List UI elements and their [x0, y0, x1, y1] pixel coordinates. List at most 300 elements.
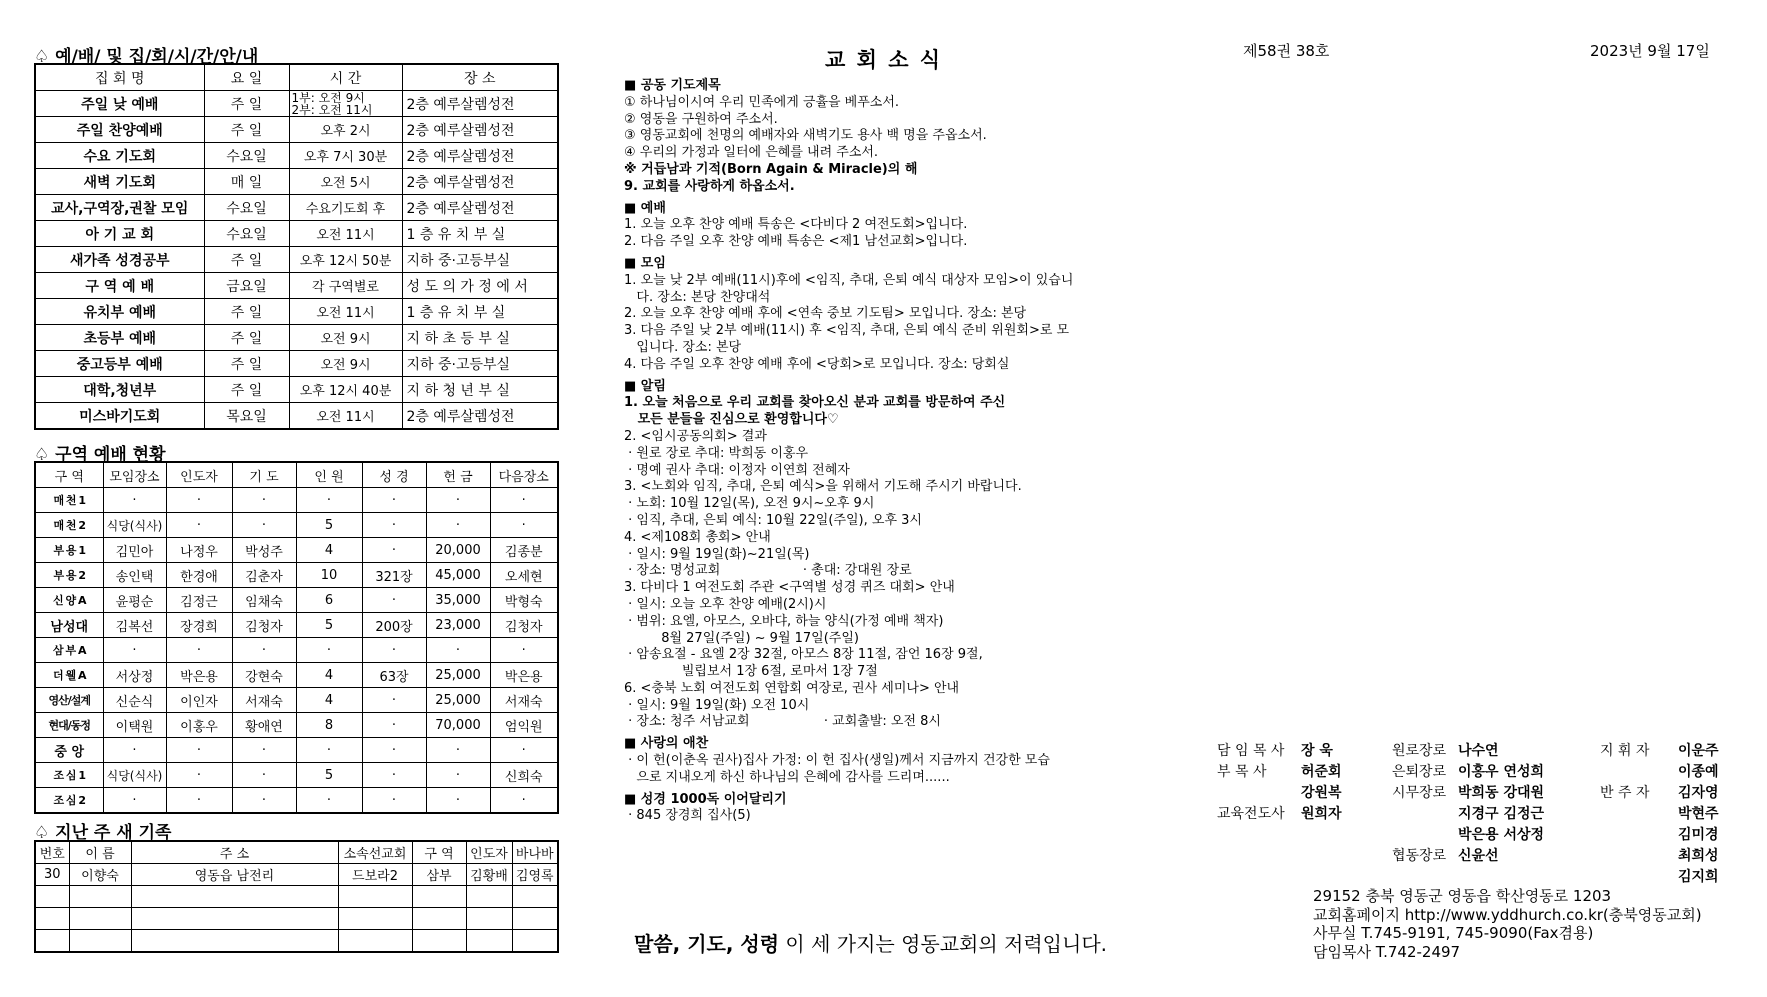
- schedule-time-line: 각 구역별로: [312, 280, 379, 295]
- news-line: 2. <임시공동의회> 결과: [624, 428, 767, 444]
- district-cell: ·: [362, 588, 426, 613]
- staff-row: [1600, 739, 1728, 760]
- district-row: [35, 788, 558, 814]
- district-row: [35, 688, 558, 713]
- news-line: 1. 오늘 오후 찬양 예배 특송은 <다비다 2 여전도회>입니다.: [624, 217, 968, 233]
- district-cell: 오세현: [490, 563, 558, 588]
- schedule-row: [35, 221, 558, 247]
- schedule-day: 수요일: [204, 143, 289, 169]
- love-feast-list: [624, 753, 1073, 787]
- schedule-time-line: 오후 12시 50분: [299, 254, 392, 269]
- district-cell: ·: [166, 738, 232, 763]
- district-cell: 8: [296, 713, 362, 738]
- newcomer-cell: [512, 930, 558, 953]
- district-cell: ·: [362, 513, 426, 538]
- district-cell: 서재숙: [232, 688, 296, 713]
- district-cell: ·: [426, 488, 490, 513]
- schedule-time-line: 오후 12시 40분: [299, 384, 392, 399]
- staff-role: 담 임 목 사: [1217, 742, 1285, 759]
- district-header-cell: 다음장소: [490, 462, 558, 488]
- bible-relay-heading: ■ 성경 1000독 이어달리기: [624, 791, 787, 807]
- contact-block: [1313, 887, 1702, 961]
- newcomer-cell: 드보라2: [338, 864, 412, 886]
- district-cell: 영산/설계: [35, 688, 103, 713]
- newcomer-header-cell: 소속선교회: [338, 841, 412, 864]
- news-line: 1. 오늘 낮 2부 예배(11시)후에 <임직, 추대, 은퇴 예식 대상자 모임>이 있습니: [624, 272, 1074, 288]
- district-cell: 4: [296, 663, 362, 688]
- district-cell: 강현숙: [232, 663, 296, 688]
- district-cell: 25,000: [426, 688, 490, 713]
- district-cell: ·: [490, 738, 558, 763]
- news-line: 빌립보서 1장 6절, 로마서 1장 7절: [624, 664, 878, 680]
- district-header-cell: 구 역: [35, 462, 103, 488]
- district-row: [35, 638, 558, 663]
- district-cell: 부 용 2: [35, 563, 103, 588]
- staff-role: 원로장로: [1392, 742, 1447, 759]
- love-feast-heading: ■ 사랑의 애찬: [624, 736, 709, 752]
- staff-name: 김지희: [1678, 868, 1719, 885]
- news-line: 다. 장소: 본당 찬양대석: [624, 289, 771, 305]
- district-cell: 황애연: [232, 713, 296, 738]
- district-cell: 이인자: [166, 688, 232, 713]
- district-cell: 식당(식사): [103, 513, 166, 538]
- district-cell: 임채숙: [232, 588, 296, 613]
- schedule-name: 중고등부 예배: [35, 351, 204, 377]
- schedule-name: 유치부 예배: [35, 299, 204, 325]
- district-cell: ·: [426, 763, 490, 788]
- district-cell: 장경희: [166, 613, 232, 638]
- news-line: · 임직, 추대, 은퇴 예식: 10월 22일(주일), 오후 3시: [624, 512, 922, 528]
- district-cell: ·: [232, 638, 296, 663]
- district-row: [35, 613, 558, 638]
- district-cell: ·: [296, 638, 362, 663]
- district-row: [35, 513, 558, 538]
- schedule-name: 새가족 성경공부: [35, 247, 204, 273]
- district-row: [35, 538, 558, 563]
- district-cell: 5: [296, 613, 362, 638]
- schedule-time-line: 수요기도회 후: [305, 202, 386, 217]
- newcomer-header-cell: 인도자: [466, 841, 512, 864]
- district-cell: 70,000: [426, 713, 490, 738]
- district-cell: ·: [362, 538, 426, 563]
- schedule-place: 2층 예루살렘성전: [402, 91, 558, 117]
- news-line: 4. 다음 주일 오후 찬양 예배 후에 <당회>로 모입니다. 장소: 당회실: [624, 356, 1010, 372]
- staff-row: [1600, 802, 1728, 823]
- staff-role: 부 목 사: [1217, 763, 1267, 780]
- district-cell: 4: [296, 688, 362, 713]
- newcomer-cell: [35, 886, 69, 908]
- news-line: ① 하나님이시여 우리 민족에게 긍휼을 베푸소서.: [624, 94, 900, 110]
- district-cell: ·: [296, 738, 362, 763]
- district-row: [35, 713, 558, 738]
- newcomer-header-cell: 구 역: [412, 841, 466, 864]
- schedule-name: 아 기 교 회: [35, 221, 204, 247]
- district-cell: 중 앙: [35, 738, 103, 763]
- district-cell: 45,000: [426, 563, 490, 588]
- schedule-row: [35, 247, 558, 273]
- schedule-time: [289, 325, 402, 351]
- district-cell: ·: [490, 788, 558, 814]
- district-cell: ·: [426, 788, 490, 814]
- staff-row: [1600, 865, 1728, 886]
- schedule-name: 대학,청년부: [35, 377, 204, 403]
- newcomer-cell: 30: [35, 864, 69, 886]
- district-cell: 박형숙: [490, 588, 558, 613]
- staff-name: 박희동 강대원: [1458, 784, 1545, 801]
- volume-number: 제58권 38호: [1243, 42, 1330, 60]
- schedule-time: [289, 117, 402, 143]
- schedule-header-cell: 장 소: [402, 64, 558, 91]
- news-line: 으로 지내오게 하신 하나님의 은혜에 감사를 드리며......: [624, 769, 950, 785]
- district-cell: ·: [490, 513, 558, 538]
- schedule-day: 목요일: [204, 403, 289, 430]
- district-cell: 박은용: [166, 663, 232, 688]
- schedule-row: [35, 169, 558, 195]
- district-header-cell: 성 경: [362, 462, 426, 488]
- news-line: · 장소: 청주 서남교회 · 교회출발: 오전 8시: [624, 714, 941, 730]
- newcomer-cell: [512, 908, 558, 930]
- schedule-name: 구 역 예 배: [35, 273, 204, 299]
- staff-role: 지 휘 자: [1600, 742, 1650, 759]
- district-cell: 한경애: [166, 563, 232, 588]
- news-line: · 노회: 10월 12일(목), 오전 9시~오후 9시: [624, 496, 875, 512]
- district-cell: ·: [232, 763, 296, 788]
- district-cell: ·: [362, 788, 426, 814]
- news-line: · 장소: 명성교회 · 총대: 강대원 장로: [624, 563, 912, 579]
- district-cell: 박성주: [232, 538, 296, 563]
- schedule-time-line: 오후 2시: [320, 124, 371, 139]
- district-cell: ·: [426, 638, 490, 663]
- schedule-time-line: 2부: 오전 11시: [291, 102, 373, 117]
- district-cell: ·: [166, 488, 232, 513]
- staff-name: 김자영: [1678, 784, 1719, 801]
- staff-name: 박은용 서상정: [1458, 826, 1545, 843]
- schedule-place: 2층 예루살렘성전: [402, 195, 558, 221]
- district-cell: 20,000: [426, 538, 490, 563]
- schedule-header-row: [35, 64, 558, 91]
- news-line: · 암송요절 - 요엘 2장 32절, 아모스 8장 11절, 잠언 16장 9절,: [624, 647, 983, 663]
- staff-col-elders: [1392, 739, 1570, 865]
- district-cell: 김청자: [490, 613, 558, 638]
- district-cell: 35,000: [426, 588, 490, 613]
- district-cell: ·: [490, 488, 558, 513]
- staff-name: 강원복: [1301, 784, 1342, 801]
- district-cell: 송인택: [103, 563, 166, 588]
- news-line: ② 영동을 구원하여 주소서.: [624, 111, 778, 127]
- district-cell: 신희숙: [490, 763, 558, 788]
- district-cell: 서상정: [103, 663, 166, 688]
- prayer-list: [624, 95, 1073, 162]
- church-address: 29152 충북 영동군 영동읍 학산영동로 1203: [1313, 887, 1612, 905]
- district-cell: ·: [103, 638, 166, 663]
- district-cell: ·: [490, 638, 558, 663]
- prayer-heading: ■ 공동 기도제목: [624, 78, 721, 93]
- newcomer-cell: 삼부: [412, 864, 466, 886]
- district-cell: ·: [103, 788, 166, 814]
- newcomer-cell: 김영록: [512, 864, 558, 886]
- staff-role: 시무장로: [1392, 784, 1447, 801]
- schedule-row: [35, 325, 558, 351]
- district-cell: 10: [296, 563, 362, 588]
- staff-role: [1600, 802, 1678, 823]
- district-cell: 신 양 A: [35, 588, 103, 613]
- church-motto: [634, 928, 1107, 957]
- district-cell: 엄익원: [490, 713, 558, 738]
- district-cell: 식당(식사): [103, 763, 166, 788]
- staff-name: 신윤선: [1458, 847, 1499, 864]
- schedule-day: 주 일: [204, 325, 289, 351]
- district-cell: 조 심 1: [35, 763, 103, 788]
- schedule-day: 금요일: [204, 273, 289, 299]
- news-line: · 명예 권사 추대: 이정자 이연희 전혜자: [624, 462, 850, 478]
- district-cell: 5: [296, 763, 362, 788]
- district-cell: 200장: [362, 613, 426, 638]
- news-line: · 845 장경희 집사(5): [624, 808, 751, 824]
- newcomer-cell: 영동읍 남전리: [131, 864, 338, 886]
- news-column: [624, 78, 1073, 825]
- schedule-day: 주 일: [204, 247, 289, 273]
- staff-name: 장 욱: [1301, 742, 1333, 759]
- newcomer-cell: [466, 930, 512, 953]
- news-line: 8월 27일(주일) ~ 9월 17일(주일): [624, 630, 859, 646]
- district-cell: 매 천 1: [35, 488, 103, 513]
- notice-heading: ■ 알림: [624, 378, 666, 394]
- district-cell: ·: [362, 763, 426, 788]
- district-cell: ·: [166, 638, 232, 663]
- schedule-table: [34, 63, 559, 430]
- district-cell: ·: [232, 738, 296, 763]
- schedule-day: 주 일: [204, 117, 289, 143]
- schedule-name: 교사,구역장,권찰 모임: [35, 195, 204, 221]
- schedule-time-line: 오후 7시 30분: [303, 150, 388, 165]
- schedule-time: [289, 377, 402, 403]
- newcomer-cell: [69, 908, 131, 930]
- staff-role: [1392, 802, 1458, 823]
- schedule-time: [289, 247, 402, 273]
- issue-date: 2023년 9월 17일: [1590, 42, 1710, 60]
- newcomer-cell: [35, 930, 69, 953]
- schedule-name: 새벽 기도회: [35, 169, 204, 195]
- district-cell: 4: [296, 538, 362, 563]
- schedule-time-line: 1부: 오전 9시: [291, 90, 365, 105]
- district-cell: 서재숙: [490, 688, 558, 713]
- newcomer-cell: 김황배: [466, 864, 512, 886]
- schedule-time-line: 오전 11시: [316, 410, 375, 425]
- page-title: 교 회 소 식: [825, 48, 943, 72]
- news-line: · 일시: 9월 19일(화)~21일(목): [624, 546, 810, 562]
- newcomer-cell: [512, 886, 558, 908]
- schedule-place: 지 하 청 년 부 실: [402, 377, 558, 403]
- news-line: 3. <노회와 임직, 추대, 은퇴 예식>을 위해서 기도해 주시기 바랍니다.: [624, 479, 1022, 495]
- district-cell: ·: [362, 738, 426, 763]
- newcomer-cell: [35, 908, 69, 930]
- district-cell: 삼 부 A: [35, 638, 103, 663]
- prayer-theme: [624, 162, 1073, 196]
- district-cell: 부 용 1: [35, 538, 103, 563]
- newcomer-cell: [338, 908, 412, 930]
- schedule-row: [35, 91, 558, 117]
- schedule-time: [289, 169, 402, 195]
- schedule-place: 2층 예루살렘성전: [402, 169, 558, 195]
- newcomer-header-cell: 이 름: [69, 841, 131, 864]
- schedule-place: 지 하 초 등 부 실: [402, 325, 558, 351]
- district-cell: ·: [103, 738, 166, 763]
- staff-name: 나수연: [1458, 742, 1499, 759]
- district-cell: 이택원: [103, 713, 166, 738]
- newcomer-cell: [338, 886, 412, 908]
- schedule-day: 주 일: [204, 299, 289, 325]
- district-cell: 6: [296, 588, 362, 613]
- schedule-row: [35, 195, 558, 221]
- district-cell: 김정근: [166, 588, 232, 613]
- staff-role: [1600, 865, 1678, 886]
- newcomer-header-cell: 주 소: [131, 841, 338, 864]
- newcomer-cell: [412, 908, 466, 930]
- staff-role: [1600, 823, 1678, 844]
- schedule-time: [289, 91, 402, 117]
- worship-list: [624, 217, 1073, 251]
- newcomer-header-row: [35, 841, 558, 864]
- schedule-time-line: 오전 11시: [316, 228, 375, 243]
- district-cell: ·: [166, 788, 232, 814]
- schedule-name: 수요 기도회: [35, 143, 204, 169]
- schedule-header-cell: 시 간: [289, 64, 402, 91]
- schedule-time: [289, 403, 402, 430]
- staff-row: [1217, 739, 1357, 760]
- staff-col-pastors: [1217, 739, 1357, 823]
- district-cell: 신순식: [103, 688, 166, 713]
- district-cell: 김민아: [103, 538, 166, 563]
- staff-role: [1600, 760, 1678, 781]
- staff-role: 협동장로: [1392, 847, 1447, 864]
- district-cell: 23,000: [426, 613, 490, 638]
- staff-row: [1392, 844, 1570, 865]
- news-line: 6. <충북 노회 여전도회 연합회 여장로, 권사 세미나> 안내: [624, 680, 960, 696]
- newcomer-cell: [131, 930, 338, 953]
- district-cell: 김청자: [232, 613, 296, 638]
- district-header-row: [35, 462, 558, 488]
- news-line: 3. 다음 주일 낮 2부 예배(11시) 후 <임직, 추대, 은퇴 예식 준비 위원회>로 모: [624, 323, 1070, 339]
- bible-relay-list: [624, 808, 1073, 825]
- news-line: 1. 오늘 처음으로 우리 교회를 찾아오신 분과 교회를 방문하여 주신: [624, 395, 1006, 411]
- district-cell: 김복선: [103, 613, 166, 638]
- schedule-row: [35, 143, 558, 169]
- staff-row: [1600, 844, 1728, 865]
- staff-row: [1392, 760, 1570, 781]
- motto-rest: 이 세 가지는 영동교회의 저력입니다.: [779, 932, 1107, 956]
- newcomer-table: [34, 840, 559, 953]
- district-cell: ·: [362, 488, 426, 513]
- district-header-cell: 모임장소: [103, 462, 166, 488]
- schedule-time-line: 오전 9시: [320, 358, 371, 373]
- worship-heading: ■ 예배: [624, 200, 666, 216]
- district-cell: ·: [166, 763, 232, 788]
- schedule-time: [289, 351, 402, 377]
- staff-row: [1392, 802, 1570, 823]
- staff-name: 원희자: [1301, 805, 1342, 822]
- district-header-cell: 인 원: [296, 462, 362, 488]
- district-cell: 김춘자: [232, 563, 296, 588]
- schedule-name: 주일 낮 예배: [35, 91, 204, 117]
- district-cell: 매 천 2: [35, 513, 103, 538]
- news-line: ③ 영동교회에 천명의 예배자와 새벽기도 용사 백 명을 주옵소서.: [624, 128, 987, 144]
- news-line: 3. 다비다 1 여전도회 주관 <구역별 성경 퀴즈 대회> 안내: [624, 580, 955, 596]
- newcomer-row: [35, 864, 558, 886]
- staff-row: [1217, 760, 1357, 781]
- newcomer-cell: [69, 930, 131, 953]
- staff-name: 김미경: [1678, 826, 1719, 843]
- district-row: [35, 563, 558, 588]
- district-cell: ·: [426, 738, 490, 763]
- district-cell: 남성대: [35, 613, 103, 638]
- news-line: 입니다. 장소: 본당: [624, 339, 742, 355]
- district-cell: 윤평순: [103, 588, 166, 613]
- schedule-row: [35, 299, 558, 325]
- newcomer-row: [35, 886, 558, 908]
- staff-row: [1217, 781, 1357, 802]
- news-line: · 원로 장로 추대: 박희동 이홍우: [624, 445, 809, 461]
- newcomer-cell: 이향숙: [69, 864, 131, 886]
- schedule-name: 미스바기도회: [35, 403, 204, 430]
- district-cell: 이홍우: [166, 713, 232, 738]
- staff-row: [1392, 823, 1570, 844]
- district-row: [35, 588, 558, 613]
- welcome-message: [624, 395, 1073, 429]
- meeting-heading: ■ 모임: [624, 255, 666, 271]
- staff-role: [1392, 823, 1458, 844]
- staff-role: [1217, 781, 1301, 802]
- district-cell: ·: [232, 488, 296, 513]
- staff-role: 교육전도사: [1217, 805, 1285, 822]
- newcomer-cell: [412, 886, 466, 908]
- schedule-place: 2층 예루살렘성전: [402, 143, 558, 169]
- staff-row: [1600, 760, 1728, 781]
- schedule-place: 지하 중·고등부실: [402, 351, 558, 377]
- notice-list: [624, 429, 1073, 731]
- schedule-name: 주일 찬양예배: [35, 117, 204, 143]
- homepage-url[interactable]: 교회홈페이지 http://www.yddhurch.co.kr(충북영동교회): [1313, 905, 1702, 924]
- staff-name: 이종예: [1678, 763, 1719, 780]
- district-row: [35, 738, 558, 763]
- news-line: ④ 우리의 가정과 일터에 은혜를 내려 주소서.: [624, 145, 879, 161]
- district-cell: 조 심 2: [35, 788, 103, 814]
- district-cell: 321장: [362, 563, 426, 588]
- schedule-time: [289, 299, 402, 325]
- pastor-phone: 담임목사 T.742-2497: [1313, 942, 1461, 961]
- schedule-day: 주 일: [204, 91, 289, 117]
- schedule-place: 2층 예루살렘성전: [402, 403, 558, 430]
- newcomer-cell: [466, 886, 512, 908]
- meeting-list: [624, 273, 1073, 374]
- staff-role: 은퇴장로: [1392, 763, 1447, 780]
- schedule-day: 주 일: [204, 351, 289, 377]
- district-cell: 현대/동정: [35, 713, 103, 738]
- staff-name: 허준회: [1301, 763, 1342, 780]
- district-cell: ·: [426, 513, 490, 538]
- schedule-time: [289, 221, 402, 247]
- schedule-row: [35, 377, 558, 403]
- newcomer-header-cell: 바나바: [512, 841, 558, 864]
- schedule-row: [35, 403, 558, 430]
- schedule-place: 1 층 유 치 부 실: [402, 221, 558, 247]
- district-table: [34, 461, 559, 814]
- district-header-cell: 기 도: [232, 462, 296, 488]
- motto-bold: 말씀, 기도, 성령: [634, 932, 780, 956]
- district-header-cell: 헌 금: [426, 462, 490, 488]
- news-line: ※ 거듭남과 기적(Born Again & Miracle)의 해: [624, 161, 918, 177]
- schedule-name: 초등부 예배: [35, 325, 204, 351]
- news-line: 2. 다음 주일 오후 찬양 예배 특송은 <제1 남선교회>입니다.: [624, 234, 968, 250]
